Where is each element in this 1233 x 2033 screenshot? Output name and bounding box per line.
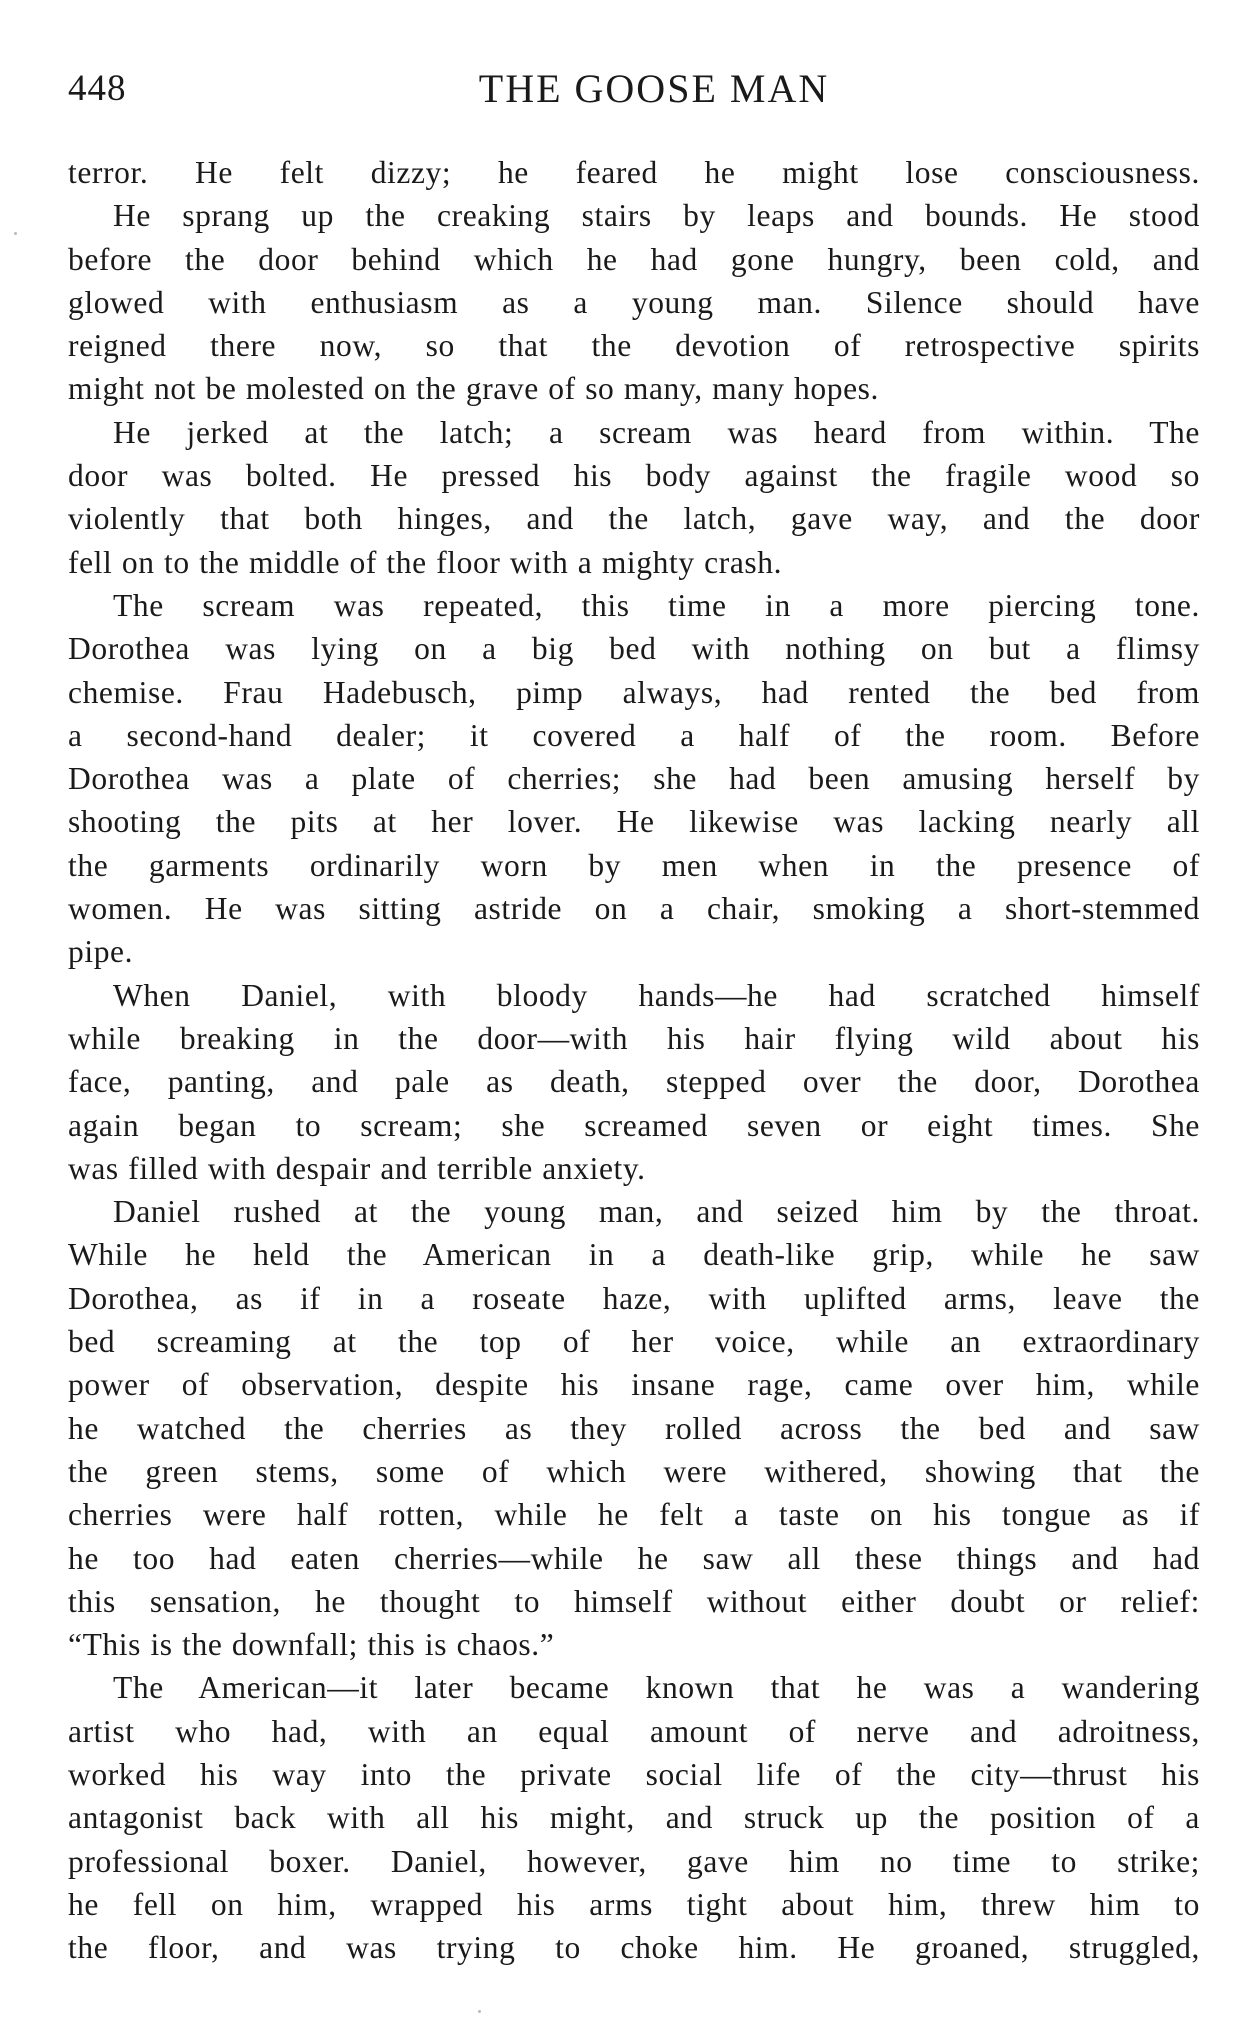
text-line: antagonist back with all his might, and struck up the position of a xyxy=(68,1800,1200,1836)
text-line: chemise. Frau Hadebusch, pimp always, had rented the bed from xyxy=(68,674,1200,710)
text-line: pipe. xyxy=(68,934,134,970)
text-line: he watched the cherries as they rolled across the bed and saw xyxy=(68,1410,1200,1446)
text-line: artist who had, with an equal amount of nerve and adroitness, xyxy=(68,1713,1200,1749)
text-line: He jerked at the latch; a scream was heard from within. The xyxy=(113,414,1200,450)
text-line: fell on to the middle of the floor with a mighty crash. xyxy=(68,544,783,580)
body-text xyxy=(68,151,1200,1969)
text-line: reigned there now, so that the devotion of retrospective spirits xyxy=(68,328,1200,364)
text-line: violently that both hinges, and the latch, gave way, and the door xyxy=(68,501,1200,537)
text-line: he fell on him, wrapped his arms tight about him, threw him to xyxy=(68,1886,1200,1922)
text-line: door was bolted. He pressed his body against the fragile wood so xyxy=(68,458,1200,494)
text-line: terror. He felt dizzy; he feared he might lose consciousness. xyxy=(68,155,1200,190)
paragraph xyxy=(68,151,1200,194)
text-line: cherries were half rotten, while he felt a taste on his tongue as if xyxy=(68,1497,1200,1533)
text-line: Dorothea, as if in a roseate haze, with uplifted arms, leave the xyxy=(68,1280,1200,1316)
text-line: before the door behind which he had gone hungry, been cold, and xyxy=(68,241,1200,277)
text-line: worked his way into the private social life of the city—thrust his xyxy=(68,1756,1200,1792)
text-line: professional boxer. Daniel, however, gave him no time to strike; xyxy=(68,1843,1200,1879)
text-line: “This is the downfall; this is chaos.” xyxy=(68,1627,555,1663)
paper-speck xyxy=(478,2010,481,2013)
paragraph xyxy=(68,974,1200,1190)
text-line: The American—it later became known that he was a wandering xyxy=(113,1670,1200,1706)
text-line: a second-hand dealer; it covered a half of the room. Before xyxy=(68,717,1200,753)
text-line: bed screaming at the top of her voice, while an extraordinary xyxy=(68,1324,1200,1360)
running-title: THE GOOSE MAN xyxy=(478,66,830,111)
paragraph xyxy=(68,584,1200,974)
text-line: glowed with enthusiasm as a young man. Silence should have xyxy=(68,284,1200,320)
paragraph xyxy=(68,1190,1200,1666)
text-line: the floor, and was trying to choke him. He groaned, struggled, xyxy=(68,1930,1200,1966)
text-line: Dorothea was a plate of cherries; she had been amusing herself by xyxy=(68,761,1200,797)
text-line: while breaking in the door—with his hair flying wild about his xyxy=(68,1020,1200,1056)
text-line: shooting the pits at her lover. He likewise was lacking nearly all xyxy=(68,804,1200,840)
text-line: Dorothea was lying on a big bed with nothing on but a flimsy xyxy=(68,631,1200,667)
page-number: 448 xyxy=(68,68,127,109)
text-line: While he held the American in a death-like grip, while he saw xyxy=(68,1237,1200,1273)
text-line: face, panting, and pale as death, stepped over the door, Dorothea xyxy=(68,1064,1200,1100)
text-line: the garments ordinarily worn by men when in the presence of xyxy=(68,847,1200,883)
page-header xyxy=(68,64,1200,114)
text-line: this sensation, he thought to himself without either doubt or relief: xyxy=(68,1583,1200,1619)
text-line: the green stems, some of which were withered, showing that the xyxy=(68,1453,1200,1489)
text-line: Daniel rushed at the young man, and seized him by the throat. xyxy=(113,1194,1200,1230)
paragraph xyxy=(68,411,1200,584)
paragraph xyxy=(68,1666,1200,1969)
text-line: again began to scream; she screamed seven or eight times. She xyxy=(68,1107,1200,1143)
text-line: he too had eaten cherries—while he saw all these things and had xyxy=(68,1540,1200,1576)
text-line: The scream was repeated, this time in a more piercing tone. xyxy=(113,587,1200,623)
text-line: women. He was sitting astride on a chair, smoking a short-stemmed xyxy=(68,891,1200,927)
text-line: power of observation, despite his insane rage, came over him, while xyxy=(68,1367,1200,1403)
text-line: He sprang up the creaking stairs by leaps and bounds. He stood xyxy=(113,198,1200,234)
paper-speck xyxy=(14,232,17,235)
text-line: When Daniel, with bloody hands—he had scratched himself xyxy=(113,977,1200,1013)
text-line: might not be molested on the grave of so many, many hopes. xyxy=(68,371,879,407)
text-line: was filled with despair and terrible anxiety. xyxy=(68,1150,646,1186)
paragraph xyxy=(68,194,1200,410)
